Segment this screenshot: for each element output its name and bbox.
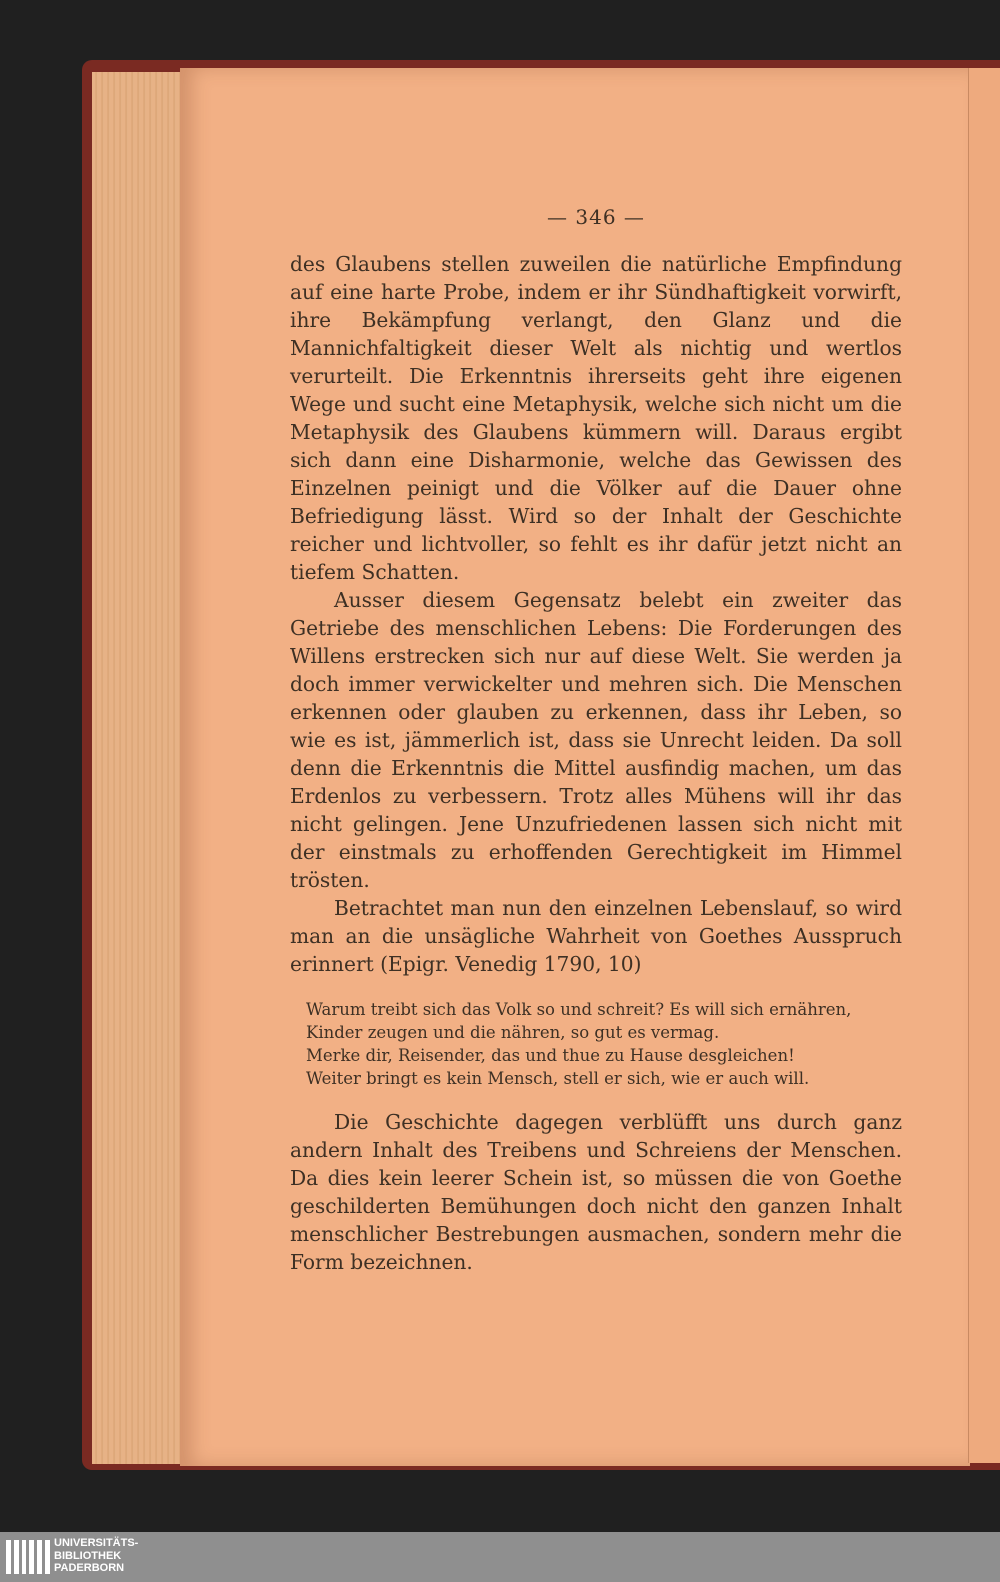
- verse-line: Merke dir, Reisender, das und thue zu Hause desgleichen!: [306, 1046, 795, 1065]
- library-name: UNIVERSITÄTS- BIBLIOTHEK PADERBORN: [54, 1537, 139, 1574]
- library-footer: [0, 1532, 1000, 1582]
- verse-line: Warum treibt sich das Volk so und schreit? Es will sich ernähren,: [306, 1000, 852, 1019]
- page-text: [290, 250, 902, 1276]
- goethe-epigram: [306, 998, 902, 1090]
- facing-page-edge: [968, 68, 1000, 1463]
- paragraph-2: Ausser diesem Gegensatz belebt ein zweiter das Getriebe des menschlichen Lebens: Die Forderungen des Willens erstrecken sich nur auf diese Welt. Sie werden ja doch immer verwickelter und mehren sich. Die Menschen erkennen oder glauben zu erkennen, dass ihr Leben, so wie es ist, jämmerlich ist, dass sie Unrecht leiden. Da soll denn die Erkenntnis die Mittel ausfindig machen, um das Erdenlos zu verbessern. Trotz alles Mühens will ihr das nicht gelingen. Jene Unzufriedenen lassen sich nicht mit der einstmals zu erhoffenden Gerechtigkeit im Himmel trösten.: [290, 588, 902, 892]
- library-logo-icon: [6, 1540, 50, 1574]
- closing-paragraph: Die Geschichte dagegen verblüfft uns durch ganz andern Inhalt des Treibens und Schreiens der Menschen. Da dies kein leerer Schein ist, so müssen die von Goethe geschilderten Bemühungen doch nicht den ganzen Inhalt menschlicher Bestrebungen ausmachen, sondern mehr die Form bezeichnen.: [290, 1110, 902, 1274]
- verse-line: Weiter bringt es kein Mensch, stell er sich, wie er auch will.: [306, 1069, 810, 1088]
- page-number: — 346 —: [547, 205, 645, 229]
- verse-line: Kinder zeugen und die nähren, so gut es vermag.: [306, 1023, 720, 1042]
- paragraph-1: des Glaubens stellen zuweilen die natürliche Empfindung auf eine harte Probe, indem er ihr Sündhaftigkeit vorwirft, ihre Bekämpfung verlangt, den Glanz und die Mannichfaltigkeit dieser Welt als nichtig und wertlos verurteilt. Die Erkenntnis ihrerseits geht ihre eigenen Wege und sucht eine Metaphysik, welche sich nicht um die Metaphysik des Glaubens kümmern will. Daraus ergibt sich dann eine Disharmonie, welche das Gewissen des Einzelnen peinigt und die Völker auf die Dauer ohne Befriedigung lässt. Wird so der Inhalt der Geschichte reicher und lichtvoller, so fehlt es ihr dafür jetzt nicht an tiefem Schatten.: [290, 252, 902, 584]
- page-edges: [92, 72, 192, 1464]
- paragraph-3: Betrachtet man nun den einzelnen Lebenslauf, so wird man an die unsägliche Wahrheit von Goethes Ausspruch erinnert (Epigr. Venedig 1790, 10): [290, 896, 902, 976]
